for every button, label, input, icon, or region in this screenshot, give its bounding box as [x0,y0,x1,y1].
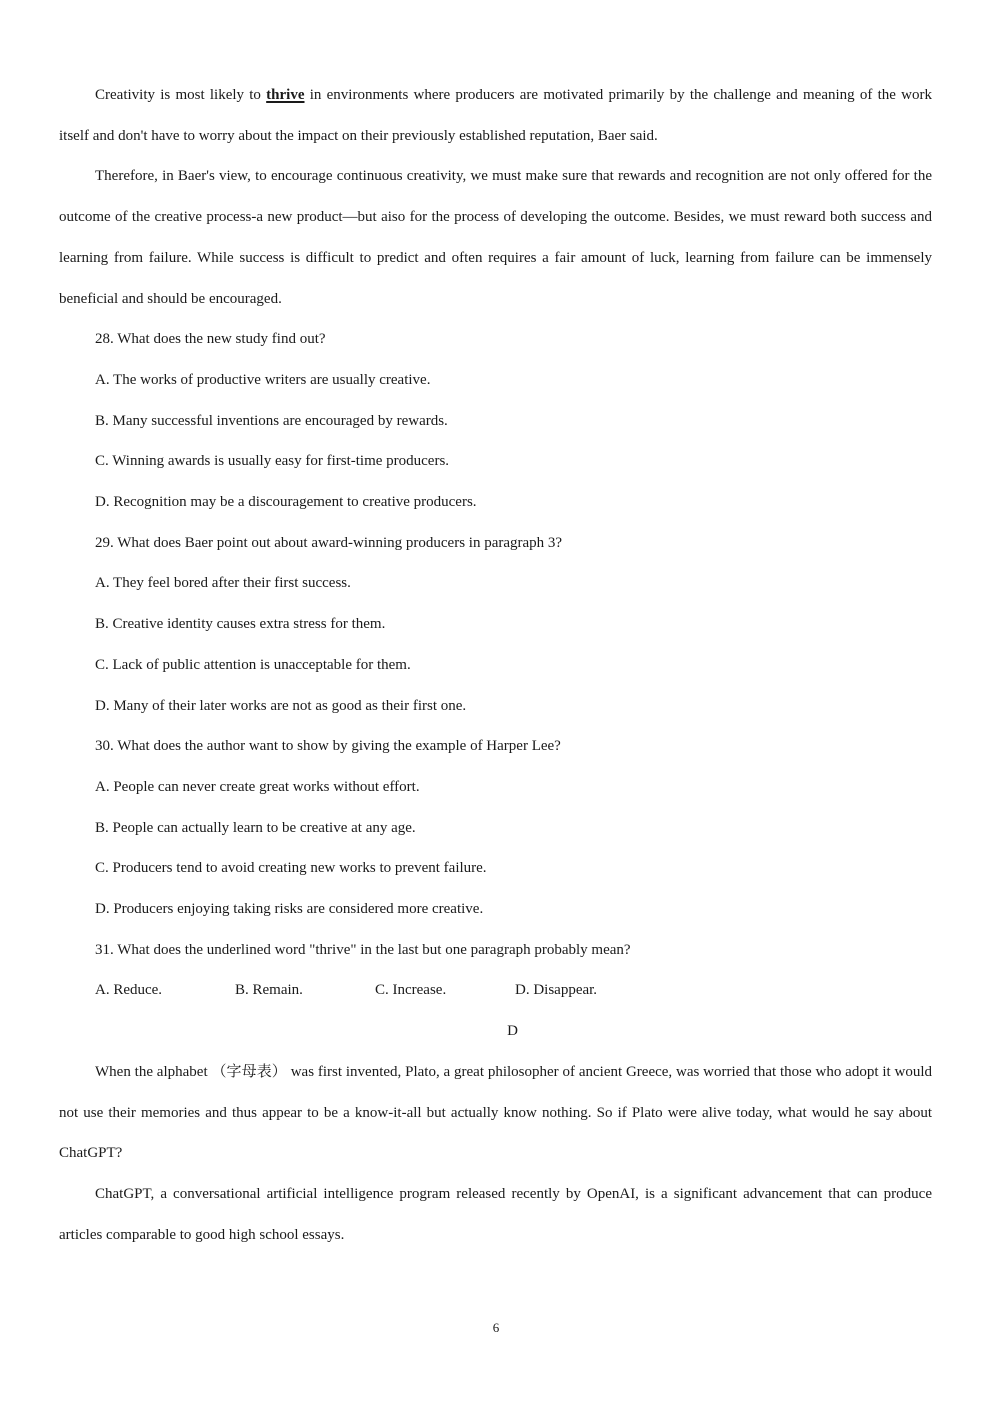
underlined-keyword-thrive: thrive [266,87,305,103]
question-29-option-c: C. Lack of public attention is unacceptable for them. [95,656,411,673]
question-30-option-d: D. Producers enjoying taking risks are considered more creative. [95,901,484,918]
question-30-option-c: C. Producers tend to avoid creating new works to prevent failure. [95,860,487,877]
question-30-option-a: A. People can never create great works without effort. [95,778,420,795]
question-31: 31. What does the underlined word "thrive" in the last but one paragraph probably mean? [95,941,631,958]
question-29-option-a: A. They feel bored after their first success. [95,575,351,592]
paragraph-chatgpt: ChatGPT, a conversational artificial intelligence program released recently by OpenAI, is a significant advancement that can produce articles comparable to good high school essays. [59,1185,932,1243]
question-31-option-b: B. Remain. [235,982,303,999]
question-29: 29. What does Baer point out about award-winning producers in paragraph 3? [95,534,563,551]
question-29-option-d: D. Many of their later works are not as good as their first one. [95,697,467,714]
paragraph-creativity-thrive [59,75,932,156]
question-30-option-b: B. People can actually learn to be creative at any age. [95,819,416,836]
question-30: 30. What does the author want to show by giving the example of Harper Lee? [95,738,561,755]
question-29-option-b: B. Creative identity causes extra stress for them. [95,616,386,633]
question-31-options [59,970,932,1011]
question-31-option-c: C. Increase. [375,982,447,999]
question-28-option-b: B. Many successful inventions are encouraged by rewards. [95,412,448,429]
paragraph-text-start: Creativity is most likely to [95,87,267,103]
question-31-option-a: A. Reduce. [95,982,163,999]
document-page [59,75,932,1255]
question-31-option-d: D. Disappear. [515,982,598,999]
question-28-option-d: D. Recognition may be a discouragement to creative producers. [95,494,477,511]
paragraph-text-end: in environments where producers are motivated primarily by the challenge and meaning of the work itself and don't have to worry about the impact on their previously established reputation, Baer said. [59,87,932,144]
paragraph-alphabet-plato: When the alphabet （字母表） was first invented, Plato, a great philosopher of ancient Greece, was worried that those who adopt it would not use their memories and thus appear to be a know-it-all but actually know nothing. So if Plato were alive today, what would he say about ChatGPT? [59,1063,932,1162]
section-heading-d: D [507,1023,518,1040]
question-28-option-c: C. Winning awards is usually easy for first-time producers. [95,453,450,470]
paragraph-baer-view: Therefore, in Baer's view, to encourage continuous creativity, we must make sure that rewards and recognition are not only offered for the outcome of the creative process-a new product—but aiso for the process of developing the outcome. Besides, we must reward both success and learning from failure. While success is difficult to predict and often requires a fair amount of luck, learning from failure can be immensely beneficial and should be encouraged. [59,168,932,307]
question-28: 28. What does the new study find out? [95,331,326,348]
page-number: 6 [492,1320,500,1335]
question-28-option-a: A. The works of productive writers are usually creative. [95,371,431,388]
